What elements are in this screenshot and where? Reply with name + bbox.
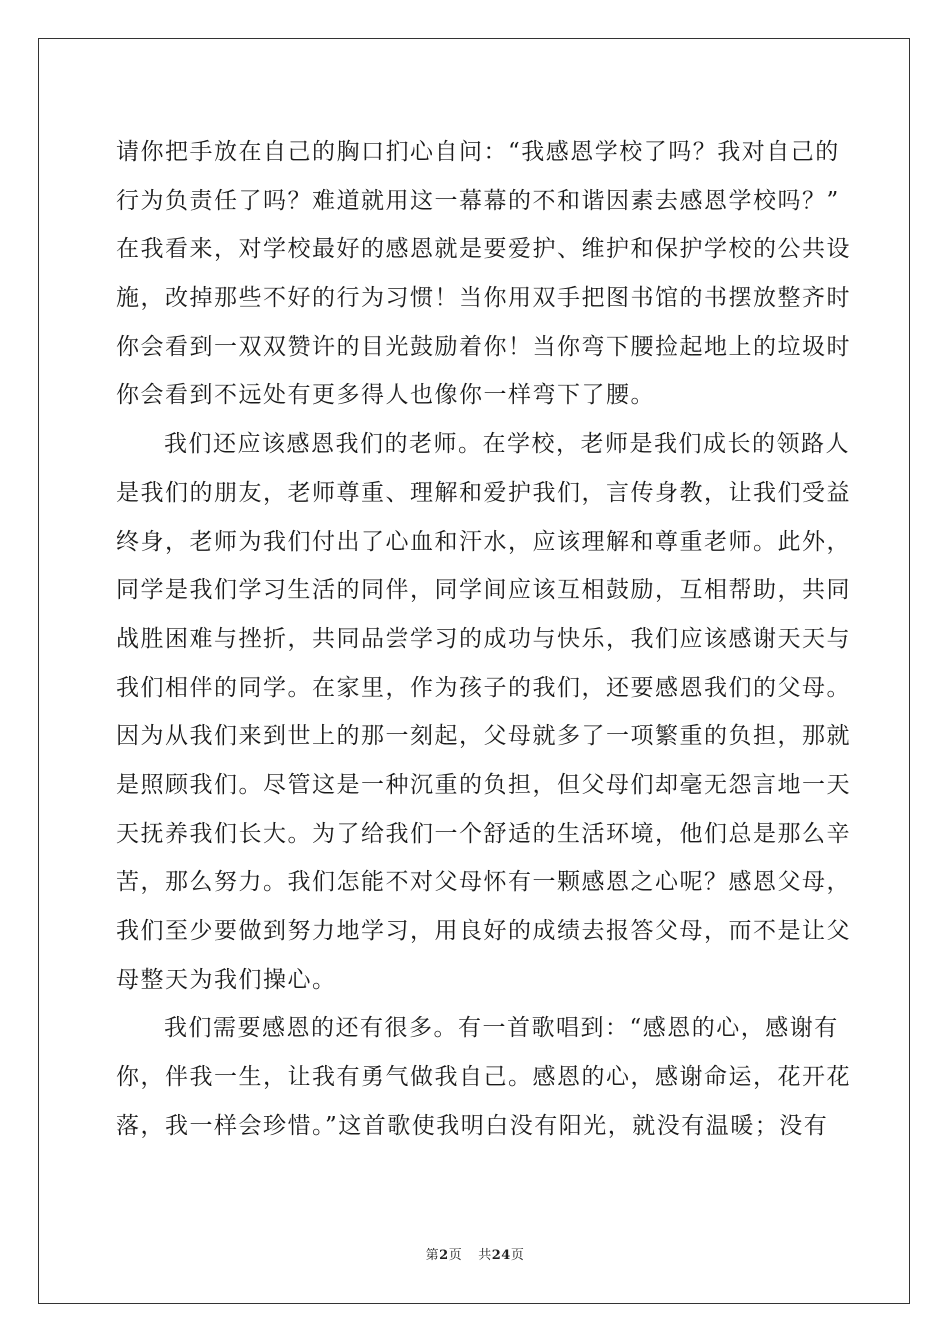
document-body (116, 128, 851, 1150)
page-prefix: 第 (425, 1248, 440, 1263)
text-line: 苦，那么努力。我们怎能不对父母怀有一颗感恩之心呢？感恩父母， (116, 869, 851, 896)
text-line: 你会看到一双双赞许的目光鼓励着你！当你弯下腰捡起地上的垃圾时 (116, 333, 851, 360)
text-line: 我们相伴的同学。在家里，作为孩子的我们，还要感恩我们的父母。 (116, 674, 851, 701)
page-suffix: 页 (448, 1248, 463, 1263)
text-line: 在我看来，对学校最好的感恩就是要爱护、维护和保护学校的公共设 (116, 236, 851, 263)
page-footer (0, 1244, 950, 1263)
text-line: 母整天为我们操心。 (116, 966, 337, 993)
text-line: 你会看到不远处有更多得人也像你一样弯下了腰。 (116, 382, 655, 409)
text-line: 因为从我们来到世上的那一刻起，父母就多了一项繁重的负担，那就 (116, 723, 851, 750)
text-line: 行为负责任了吗？难道就用这一幕幕的不和谐因素去感恩学校吗？” (116, 187, 840, 214)
text-line: 请你把手放在自己的胸口扪心自问：“我感恩学校了吗？我对自己的 (116, 139, 840, 165)
text-line: 落，我一样会珍惜。”这首歌使我明白没有阳光，就没有温暖；没有 (116, 1112, 829, 1139)
text-line: 我们需要感恩的还有很多。有一首歌唱到：“感恩的心，感谢有 (164, 1015, 839, 1042)
text-line: 是照顾我们。尽管这是一种沉重的负担，但父母们却毫无怨言地一天 (116, 771, 851, 798)
text-line: 你，伴我一生，让我有勇气做我自己。感恩的心，感谢命运，花开花 (116, 1064, 851, 1091)
total-prefix: 共 (478, 1248, 492, 1263)
text-line: 我们至少要做到努力地学习，用良好的成绩去报答父母，而不是让父 (116, 918, 851, 944)
text-line: 终身，老师为我们付出了心血和汗水，应该理解和尊重老师。此外， (116, 528, 851, 555)
total-pages: 24 (491, 1248, 511, 1263)
text-line: 战胜困难与挫折，共同品尝学习的成功与快乐，我们应该感谢天天与 (116, 625, 851, 652)
text-line: 我们还应该感恩我们的老师。在学校，老师是我们成长的领路人 (164, 431, 850, 458)
text-line: 同学是我们学习生活的同伴，同学间应该互相鼓励，互相帮助，共同 (116, 577, 851, 604)
page-number: 2 (439, 1248, 449, 1263)
text-line: 是我们的朋友，老师尊重、理解和爱护我们，言传身教，让我们受益 (116, 479, 851, 506)
text-line: 施，改掉那些不好的行为习惯！当你用双手把图书馆的书摆放整齐时 (116, 285, 851, 312)
total-suffix: 页 (510, 1248, 525, 1263)
text-line: 天抚养我们长大。为了给我们一个舒适的生活环境，他们总是那么辛 (116, 820, 851, 847)
